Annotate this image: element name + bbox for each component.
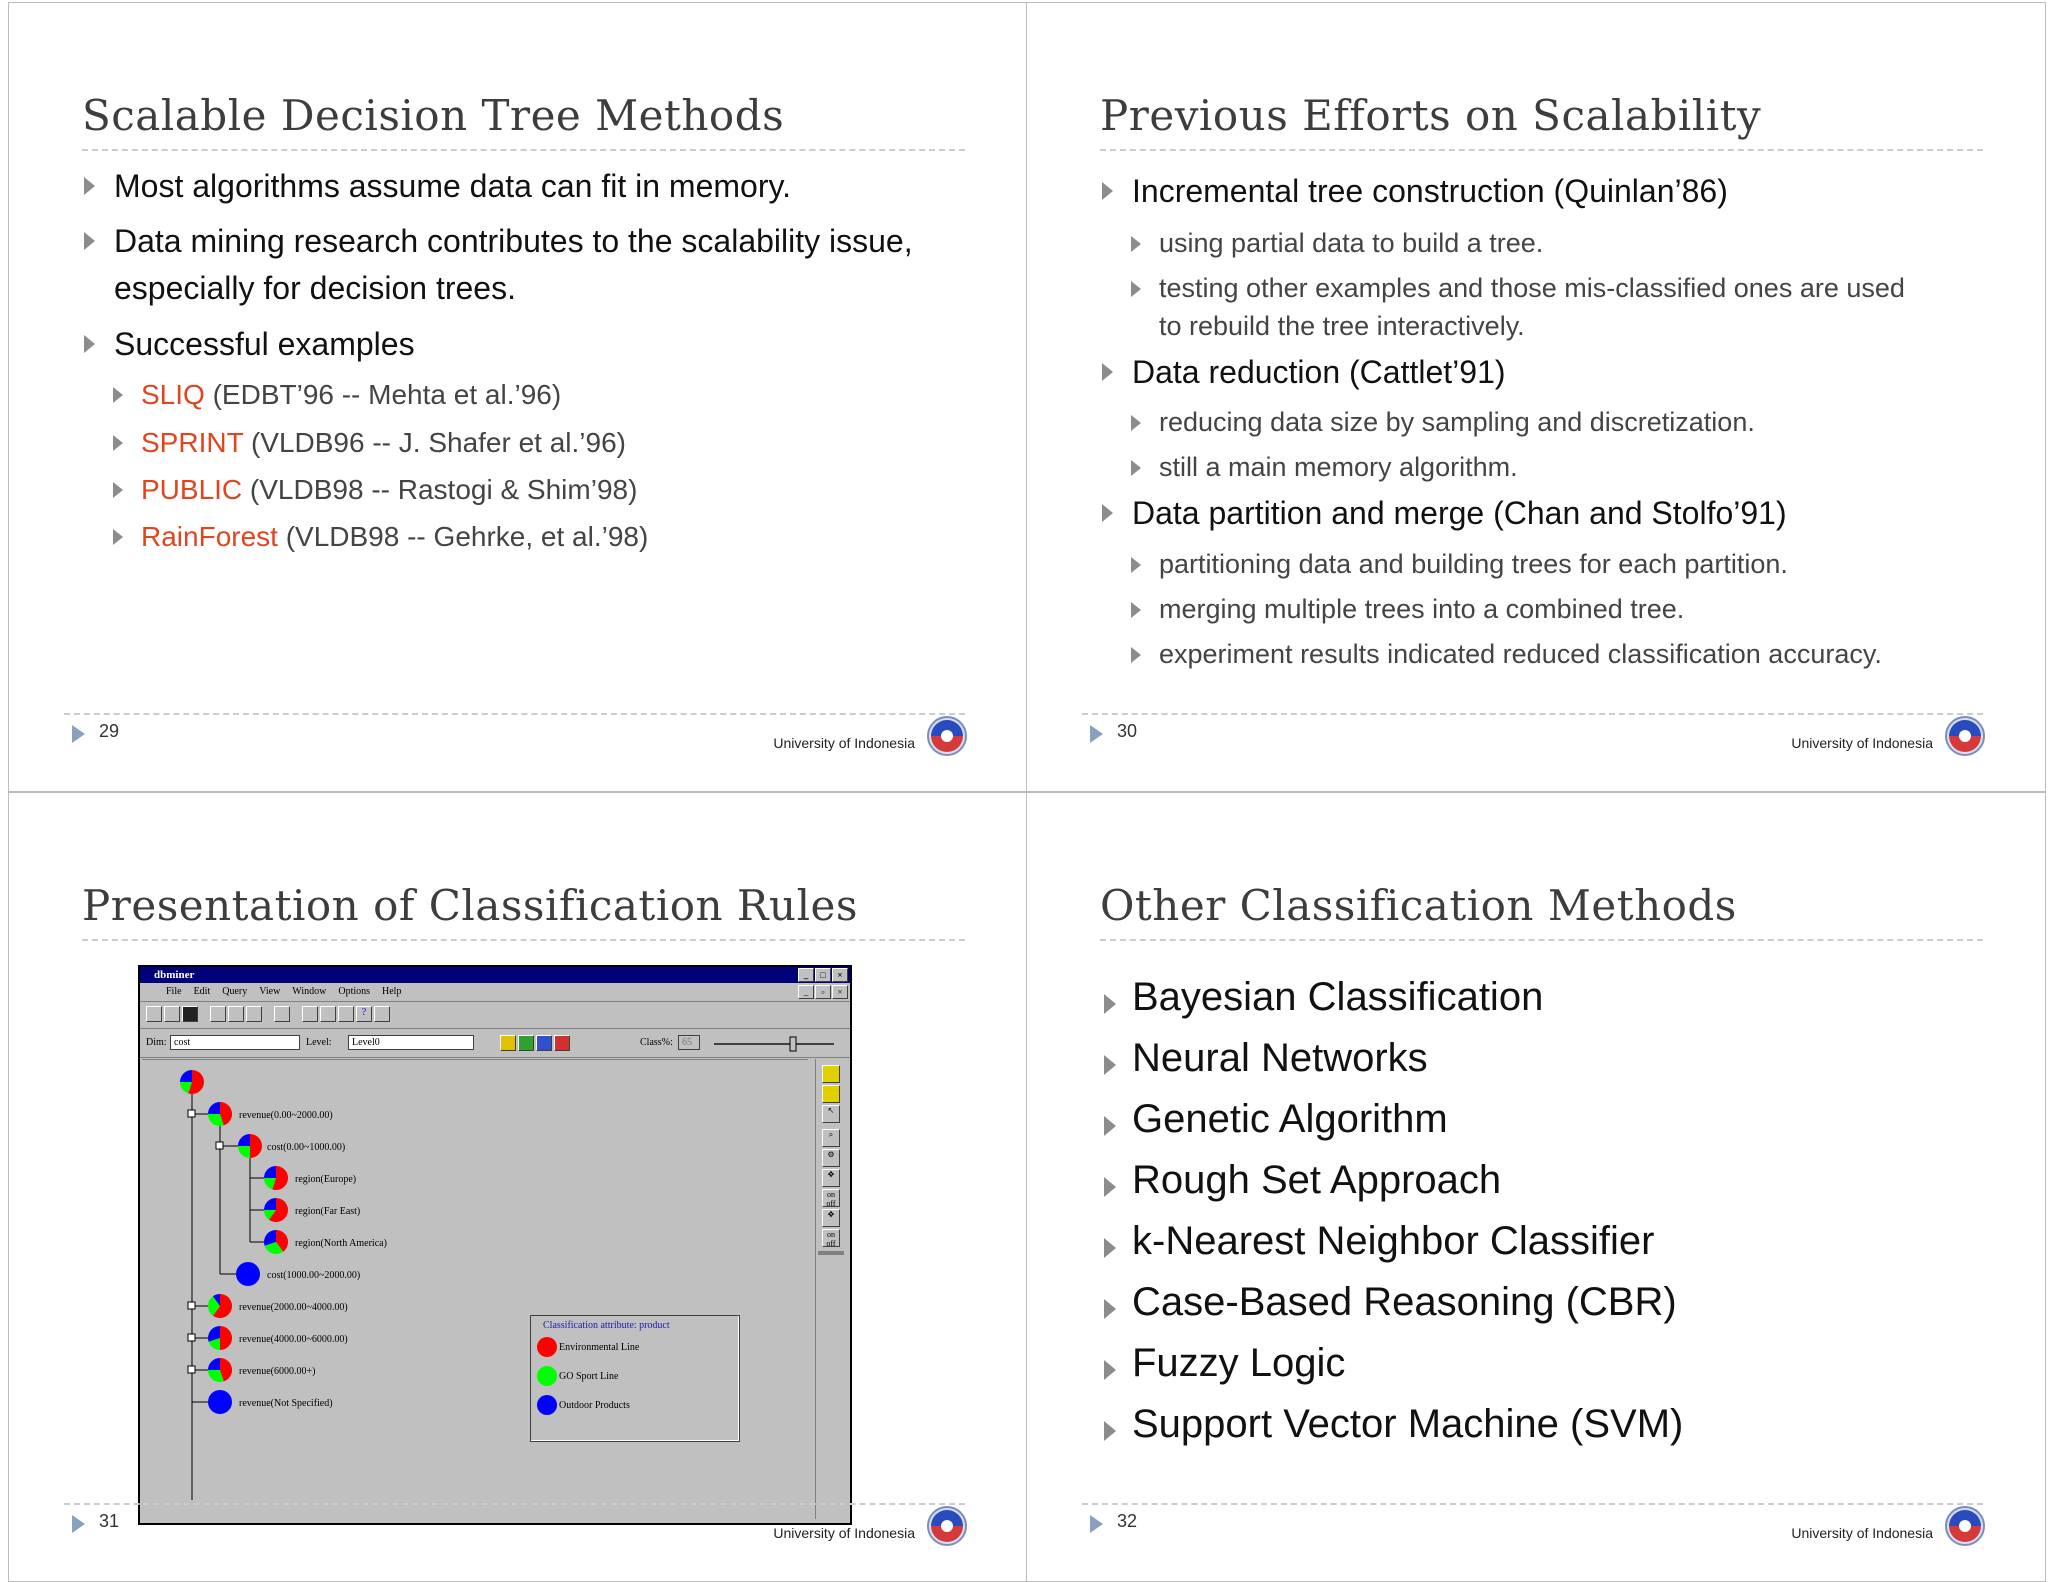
bullet: Incremental tree construction (Quinlan’86)	[1027, 168, 2005, 214]
cut-icon[interactable]	[210, 1006, 226, 1022]
pie-node-slice	[250, 1134, 262, 1158]
sub-bullet: testing other examples and those mis-classified ones are used	[1027, 269, 2005, 307]
open-icon[interactable]	[164, 1006, 180, 1022]
settings-icon[interactable]: ⚙	[822, 1149, 840, 1167]
bullet-continuation: especially for decision trees.	[114, 270, 516, 306]
page-number: 31	[99, 1511, 120, 1531]
print-icon[interactable]	[274, 1006, 290, 1022]
method-item: k-Nearest Neighbor Classifier	[1027, 1219, 2005, 1264]
toolbar	[140, 1002, 850, 1029]
close-button[interactable]: ×	[832, 968, 848, 982]
tree-node-label[interactable]: revenue(4000.00~6000.00)	[239, 1334, 348, 1345]
method-item: Case-Based Reasoning (CBR)	[1027, 1280, 2005, 1325]
footer-divider	[1082, 1503, 1983, 1505]
slide-31	[8, 792, 1028, 1582]
legend-swatch-red	[537, 1337, 557, 1357]
pie-node-slice	[238, 1146, 250, 1158]
chart-type-icon[interactable]	[500, 1035, 516, 1051]
pie-nodes	[142, 1060, 808, 1520]
slide-30	[1026, 2, 2046, 792]
bullet-arrow-icon	[1104, 1421, 1116, 1441]
tree-view-icon[interactable]	[554, 1035, 570, 1051]
sub-bullet: PUBLIC (VLDB98 -- Rastogi & Shim’98)	[9, 470, 987, 510]
table-view-icon[interactable]	[536, 1035, 552, 1051]
title-divider	[82, 939, 965, 941]
zoom-icon[interactable]: ⌕	[822, 1129, 840, 1147]
sub-bullet: experiment results indicated reduced classification accuracy.	[1027, 635, 2005, 673]
university-logo-icon	[1943, 1504, 1987, 1548]
title-divider	[1100, 149, 1983, 151]
sub-bullet-arrow-icon	[1131, 602, 1141, 618]
page-number: 32	[1117, 1511, 1138, 1531]
class-percent-slider[interactable]	[710, 1035, 840, 1053]
sub-bullet: SPRINT (VLDB96 -- J. Shafer et al.’96)	[9, 423, 987, 463]
page-number: 29	[99, 721, 120, 741]
bullet: Successful examples	[9, 321, 987, 367]
dimension-bar	[140, 1029, 850, 1058]
bullet-arrow-icon	[1102, 504, 1113, 522]
menu-window[interactable]: Window	[292, 986, 327, 997]
sub-bullet-arrow-icon	[1131, 460, 1141, 476]
expand-icon[interactable]: ✥	[822, 1209, 840, 1227]
bullet-arrow-icon	[84, 177, 95, 195]
pie-node-slice	[238, 1134, 250, 1146]
sidebar-divider	[818, 1251, 844, 1255]
footer-divider	[64, 1503, 965, 1505]
child-minimize-button[interactable]: _	[798, 985, 814, 999]
tree-node-label[interactable]: cost(0.00~1000.00)	[267, 1142, 346, 1153]
bullet-arrow-icon	[1104, 1238, 1116, 1258]
page-icon[interactable]	[320, 1006, 336, 1022]
pie-node-slice	[220, 1326, 232, 1350]
bullet-arrow-icon	[1102, 182, 1113, 200]
sub-bullet-arrow-icon	[113, 435, 123, 451]
child-close-button[interactable]: ×	[832, 985, 848, 999]
pie-node-slice	[180, 1070, 192, 1082]
legend-swatch-green	[537, 1366, 557, 1386]
menu-options[interactable]: Options	[338, 986, 371, 997]
slide-title: Previous Efforts on Scalability	[1100, 91, 1762, 140]
tree-node-label[interactable]: region(Europe)	[295, 1174, 357, 1185]
tree-node-label[interactable]: region(North America)	[295, 1238, 387, 1249]
tool-sidebar	[815, 1059, 848, 1519]
class-percent-label: Class%:	[640, 1037, 673, 1048]
method-item: Neural Networks	[1027, 1036, 2005, 1081]
slide-title: Other Classification Methods	[1100, 881, 1737, 930]
dbminer-window	[138, 965, 852, 1525]
bullet: Data reduction (Cattlet’91)	[1027, 349, 2005, 395]
bullet: Most algorithms assume data can fit in memory.	[9, 163, 987, 209]
sub-bullet-arrow-icon	[113, 387, 123, 403]
university-label: University of Indonesia	[773, 1525, 915, 1541]
legend-title: Classification attribute: product	[543, 1320, 670, 1331]
menu-file[interactable]: File	[166, 986, 182, 997]
maximize-button[interactable]: □	[815, 968, 831, 982]
home-icon[interactable]	[822, 1065, 840, 1083]
bullet: Data mining research contributes to the scalability issue,	[9, 218, 987, 264]
bullet-arrow-icon	[1104, 1055, 1116, 1075]
bullet-arrow-icon	[1104, 1299, 1116, 1319]
university-label: University of Indonesia	[1791, 735, 1933, 751]
pie-node-slice	[264, 1166, 276, 1178]
tree-node-label[interactable]: cost(1000.00~2000.00)	[267, 1270, 361, 1281]
grid-icon[interactable]	[302, 1006, 318, 1022]
child-restore-button[interactable]: ▫	[815, 985, 831, 999]
tool-icon[interactable]	[338, 1006, 354, 1022]
slide-title: Presentation of Classification Rules	[82, 881, 858, 930]
footer-divider	[1082, 713, 1983, 715]
method-item: Fuzzy Logic	[1027, 1341, 2005, 1386]
help-icon[interactable]: ?	[356, 1006, 372, 1022]
page-arrow-icon	[1090, 1515, 1103, 1533]
paste-icon[interactable]	[246, 1006, 262, 1022]
sub-bullet: reducing data size by sampling and discretization.	[1027, 403, 2005, 441]
legend-item: Outdoor Products	[559, 1400, 630, 1411]
pie-node-slice	[264, 1198, 276, 1210]
page-arrow-icon	[1090, 725, 1103, 743]
page-arrow-icon	[72, 725, 85, 743]
dim-select[interactable]: cost	[170, 1035, 300, 1050]
classification-legend	[530, 1315, 740, 1442]
window-titlebar	[140, 967, 850, 983]
menu-view[interactable]: View	[259, 986, 281, 997]
menu-help[interactable]: Help	[382, 986, 402, 997]
sub-bullet-arrow-icon	[113, 529, 123, 545]
method-item: Genetic Algorithm	[1027, 1097, 2005, 1142]
sub-bullet: SLIQ (EDBT’96 -- Mehta et al.’96)	[9, 375, 987, 415]
pie-node-slice	[208, 1358, 220, 1370]
toggle-on-off-button[interactable]: on off	[822, 1229, 840, 1247]
bullet-arrow-icon	[1104, 994, 1116, 1014]
method-item: Bayesian Classification	[1027, 975, 2005, 1020]
sub-bullet-continuation: to rebuild the tree interactively.	[1159, 311, 1525, 341]
tree-node-label[interactable]: region(Far East)	[295, 1206, 361, 1217]
university-logo-icon	[925, 1504, 969, 1548]
legend-swatch-blue	[537, 1395, 557, 1415]
bullet-arrow-icon	[1104, 1116, 1116, 1136]
method-item: Rough Set Approach	[1027, 1158, 2005, 1203]
sub-bullet: merging multiple trees into a combined tree.	[1027, 590, 2005, 628]
sub-bullet: RainForest (VLDB98 -- Gehrke, et al.’98)	[9, 517, 987, 557]
slide-32	[1026, 792, 2046, 1582]
bullet-arrow-icon	[1104, 1177, 1116, 1197]
pie-node-slice	[208, 1390, 232, 1414]
title-divider	[1100, 939, 1983, 941]
footer-divider	[64, 713, 965, 715]
page-number: 30	[1117, 721, 1138, 741]
tree-node-label[interactable]: revenue(2000.00~4000.00)	[239, 1302, 348, 1313]
sub-bullet: using partial data to build a tree.	[1027, 224, 2005, 262]
pie-node-slice	[208, 1102, 220, 1114]
menu-query[interactable]: Query	[222, 986, 248, 997]
bar-chart-icon[interactable]	[518, 1035, 534, 1051]
bullet-arrow-icon	[84, 232, 95, 250]
pointer-icon[interactable]: ↖	[822, 1105, 840, 1123]
dim-label: Dim:	[146, 1037, 167, 1048]
sub-bullet-arrow-icon	[1131, 281, 1141, 297]
tree-canvas	[142, 1059, 808, 1520]
tree-node-label[interactable]: revenue(Not Specified)	[239, 1398, 333, 1409]
slide-title: Scalable Decision Tree Methods	[82, 91, 785, 140]
sub-bullet-arrow-icon	[1131, 415, 1141, 431]
copy-icon[interactable]	[228, 1006, 244, 1022]
bullet: Data partition and merge (Chan and Stolfo’91)	[1027, 490, 2005, 536]
save-icon[interactable]	[182, 1006, 198, 1022]
sub-bullet: partitioning data and building trees for each partition.	[1027, 545, 2005, 583]
pie-node-slice	[236, 1262, 260, 1286]
university-label: University of Indonesia	[773, 735, 915, 751]
bullet-arrow-icon	[1104, 1360, 1116, 1380]
university-logo-icon	[1943, 714, 1987, 758]
method-item: Support Vector Machine (SVM)	[1027, 1402, 2005, 1447]
page-arrow-icon	[72, 1515, 85, 1533]
legend-item: GO Sport Line	[559, 1371, 619, 1382]
pointer-help-icon[interactable]	[374, 1006, 390, 1022]
tree-node-label[interactable]: revenue(6000.00+)	[239, 1366, 316, 1377]
tree-node-label[interactable]: revenue(0.00~2000.00)	[239, 1110, 333, 1121]
university-label: University of Indonesia	[1791, 1525, 1933, 1541]
window-title: dbminer	[154, 969, 195, 981]
toggle-on-off-button[interactable]: on off	[822, 1189, 840, 1207]
sub-bullet-arrow-icon	[1131, 647, 1141, 663]
menu-edit[interactable]: Edit	[193, 986, 211, 997]
level-label: Level:	[306, 1037, 332, 1048]
menu-bar	[140, 983, 850, 1002]
new-icon[interactable]	[146, 1006, 162, 1022]
minimize-button[interactable]: _	[798, 968, 814, 982]
bullet-arrow-icon	[1102, 363, 1113, 381]
sub-bullet: still a main memory algorithm.	[1027, 448, 2005, 486]
university-logo-icon	[925, 714, 969, 758]
level-select[interactable]: Level0	[348, 1035, 474, 1050]
sub-bullet-arrow-icon	[1131, 557, 1141, 573]
sub-bullet-arrow-icon	[113, 482, 123, 498]
legend-item: Environmental Line	[559, 1342, 640, 1353]
slide-29	[8, 2, 1028, 792]
title-divider	[82, 149, 965, 151]
class-percent-field[interactable]: 65	[678, 1035, 700, 1050]
bullet-arrow-icon	[84, 335, 95, 353]
move-icon[interactable]: ✥	[822, 1169, 840, 1187]
sub-bullet-arrow-icon	[1131, 236, 1141, 252]
up-level-icon[interactable]	[822, 1085, 840, 1103]
